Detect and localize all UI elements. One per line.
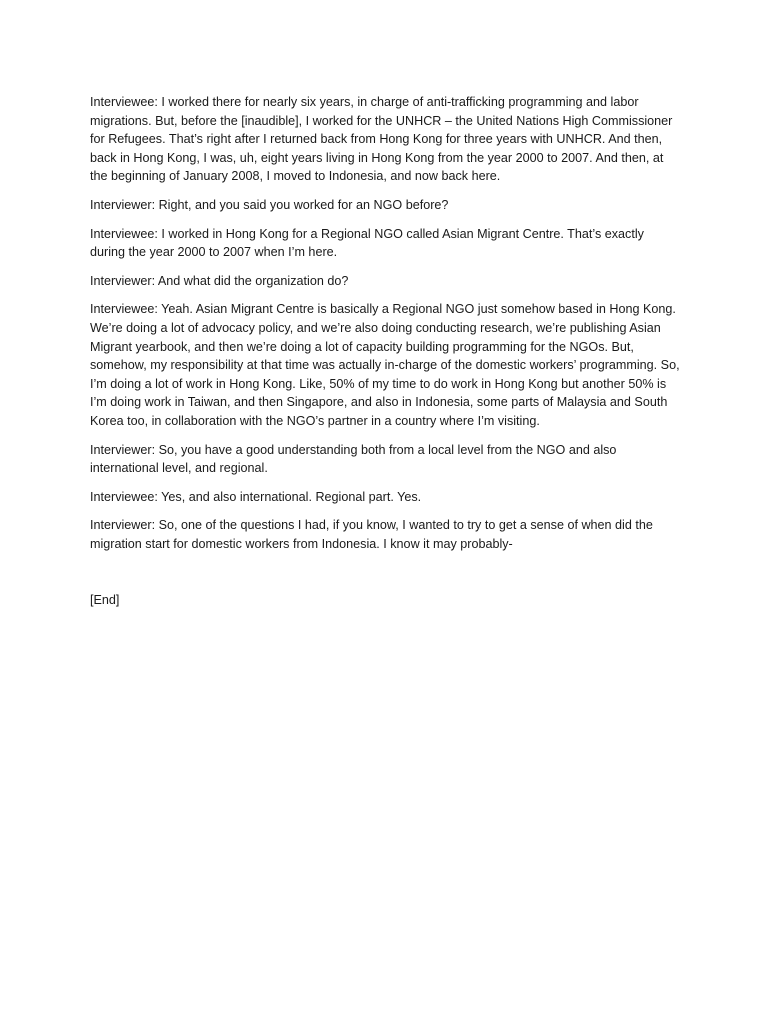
end-marker: [End] (90, 593, 120, 608)
transcript-paragraph-interviewer-4: Interviewer: So, one of the questions I had, if you know, I wanted to try to get a sense of when did the migration start for domestic workers from Indonesia. I know it may probably- (90, 518, 653, 551)
transcript-paragraph-interviewer-1: Interviewer: Right, and you said you worked for an NGO before? (90, 197, 449, 212)
transcript-paragraph-interviewee-3: Interviewee: Yeah. Asian Migrant Centre is basically a Regional NGO just somehow based in Hong Kong. We’re doing a lot of advocacy policy, and we’re also doing conducting research, we’re publishing Asian Migrant yearbook, and then we’re doing a lot of capacity building programming for the NGOs. But, somehow, my responsibility at that time was actually in-charge of the domestic workers’ programming. So, I’m doing a lot of work in Hong Kong. Like, 50% of my time to do work in Hong Kong but another 50% is I’m doing work in Taiwan, and then Singapore, and also in Indonesia, some parts of Malaysia and South Korea too, in collaboration with the NGO’s partner in a country where I’m visiting. (90, 302, 680, 428)
transcript-paragraph-interviewer-3: Interviewer: So, you have a good understanding both from a local level from the NGO and also international level, and regional. (90, 442, 617, 476)
transcript-body (90, 93, 682, 620)
transcript-paragraph-interviewer-2: Interviewer: And what did the organization do? (90, 273, 349, 288)
transcript-paragraph-interviewee-1: Interviewee: I worked there for nearly six years, in charge of anti-trafficking programming and labor migrations. But, before the [inaudible], I worked for the UNHCR – the United Nations High Commissioner for Refugees. That’s right after I returned back from Hong Kong for three years with UNHCR. And then, back in Hong Kong, I was, uh, eight years living in Hong Kong from the year 2000 to 2007. And then, at the beginning of January 2008, I moved to Indonesia, and now back here. (90, 95, 673, 184)
transcript-paragraph-interviewee-4: Interviewee: Yes, and also international. Regional part. Yes. (90, 489, 422, 504)
transcript-paragraph-interviewee-2: Interviewee: I worked in Hong Kong for a Regional NGO called Asian Migrant Centre. That’s exactly during the year 2000 to 2007 when I’m here. (90, 226, 644, 260)
